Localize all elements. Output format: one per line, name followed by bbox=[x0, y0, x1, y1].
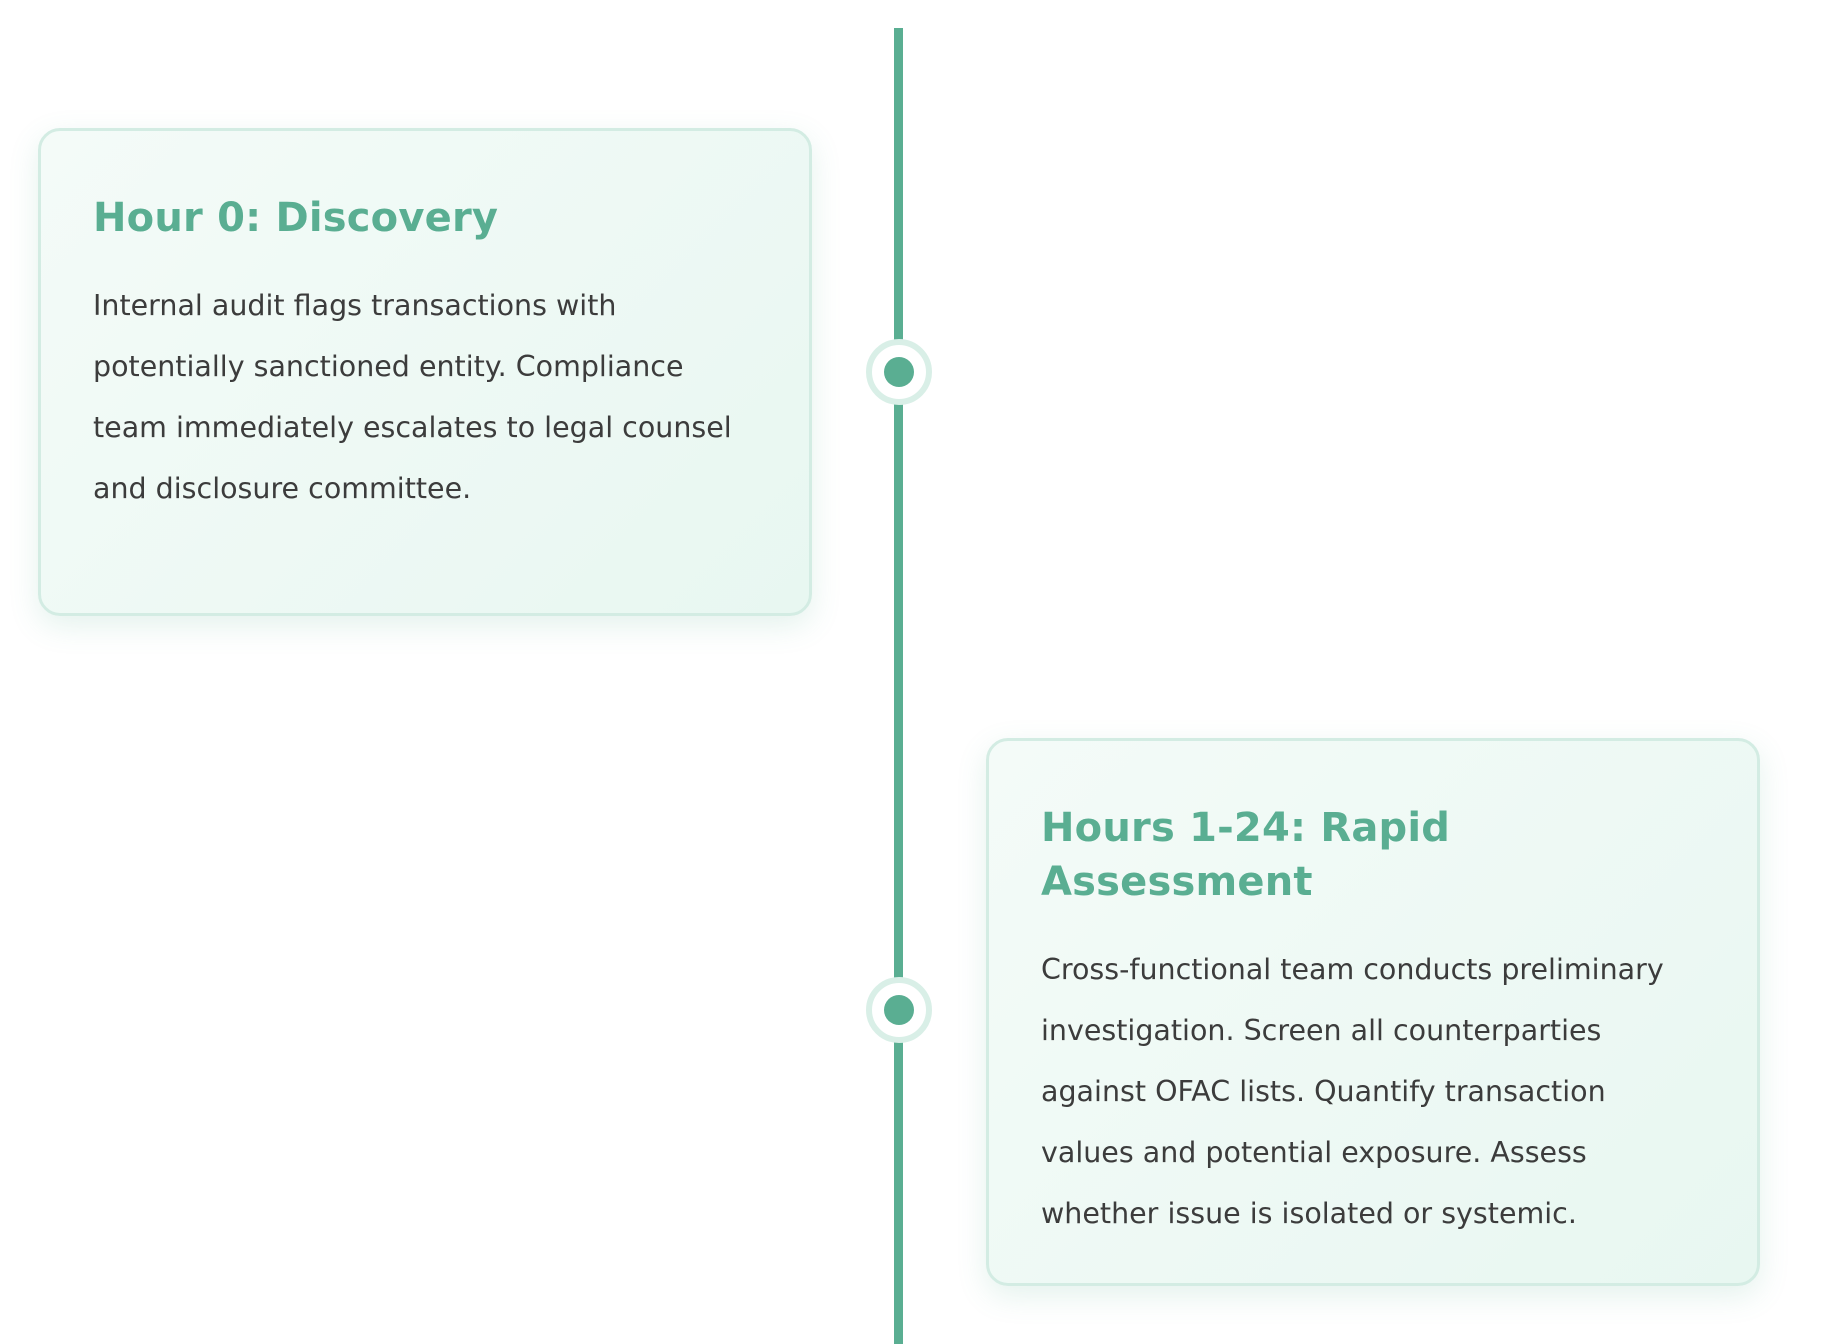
timeline-marker-dot bbox=[884, 995, 914, 1025]
timeline-marker-dot bbox=[884, 357, 914, 387]
timeline-card-discovery bbox=[38, 128, 812, 616]
card-title: Hour 0: Discovery bbox=[93, 195, 499, 241]
card-title: Hours 1-24: Rapid Assessment bbox=[1041, 805, 1451, 905]
card-description: Internal audit flags transactions with potentially sanctioned entity. Compliance team immediately escalates to legal counsel and disclosure committee. bbox=[93, 289, 732, 505]
timeline-marker-hour-0 bbox=[866, 339, 932, 405]
timeline-marker-hours-1-24 bbox=[866, 977, 932, 1043]
timeline-axis-line bbox=[894, 28, 903, 1344]
card-description: Cross-functional team conducts preliminary investigation. Screen all counterparties against OFAC lists. Quantify transaction values and potential exposure. Assess whether issue is isolated or systemic. bbox=[1041, 953, 1664, 1230]
timeline-card-rapid-assessment bbox=[986, 738, 1760, 1286]
